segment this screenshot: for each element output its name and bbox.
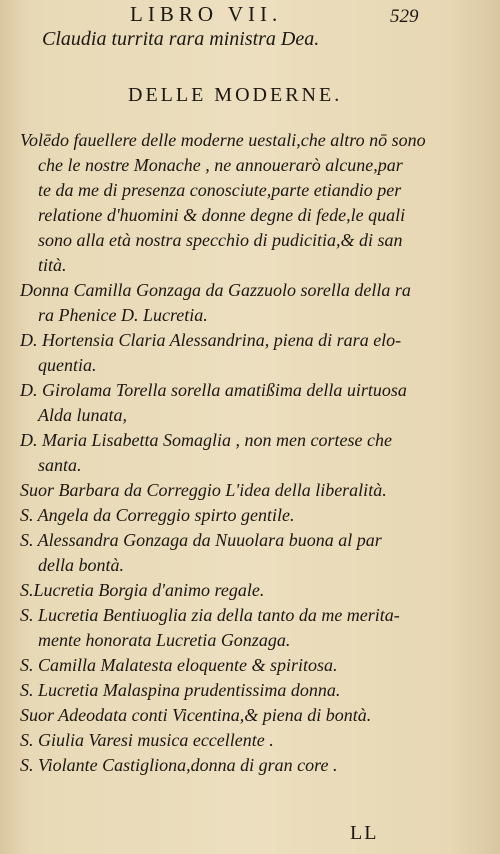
list-item [20,653,460,678]
running-head: LIBRO VII. [130,2,283,26]
entry-line: D. Maria Lisabetta Somaglia , non men cortese che [20,430,392,450]
list-item [20,603,460,653]
list-item [20,578,460,603]
list-item [20,703,460,728]
intro-paragraph [20,128,460,278]
entry-continuation: ra Phenice D. Lucretia. [38,305,208,325]
entry-continuation: della bontà. [38,555,124,575]
entry-line: S. Camilla Malatesta eloquente & spiritosa. [20,655,338,675]
intro-line: te da me di presenza conosciute,parte etiandio per [38,180,402,200]
entry-line: Suor Adeodata conti Vicentina,& piena di bontà. [20,705,372,725]
list-item [20,378,460,428]
entry-line: S. Violante Castigliona,donna di gran core . [20,755,338,775]
catchword: LL [350,822,379,844]
entry-line: S. Giulia Varesi musica eccellente . [20,730,274,750]
list-item [20,503,460,528]
list-item [20,478,460,503]
entry-line: S. Angela da Correggio spirto gentile. [20,505,295,525]
intro-line: che le nostre Monache , ne annouerarò alcune,par [38,155,403,175]
entry-line: D. Girolama Torella sorella amatißima della uirtuosa [20,380,407,400]
entry-continuation: Alda lunata, [38,405,127,425]
entry-continuation: quentia. [38,355,97,375]
intro-line: sono alla età nostra specchio di pudicitia,& di san [38,230,403,250]
entry-line: Donna Camilla Gonzaga da Gazzuolo sorella della ra [20,280,411,300]
section-title: DELLE MODERNE. [128,84,343,106]
entry-continuation: mente honorata Lucretia Gonzaga. [38,630,291,650]
list-item [20,328,460,378]
entry-line: S. Lucretia Malaspina prudentissima donna. [20,680,341,700]
verse-line: Claudia turrita rara ministra Dea. [42,28,320,50]
text-body [20,128,460,778]
entry-line: S. Lucretia Bentiuoglia zia della tanto da me merita- [20,605,400,625]
list-item [20,278,460,328]
entry-line: S.Lucretia Borgia d'animo regale. [20,580,265,600]
page-number: 529 [390,6,419,27]
list-item [20,428,460,478]
entry-line: Suor Barbara da Correggio L'idea della liberalità. [20,480,387,500]
list-item [20,728,460,753]
intro-line: relatione d'huomini & donne degne di fede,le quali [38,205,406,225]
intro-line: Volēdo fauellere delle moderne uestali,che altro nō sono [20,130,426,150]
entry-line: D. Hortensia Claria Alessandrina, piena di rara elo- [20,330,402,350]
list-item [20,753,460,778]
entry-line: S. Alessandra Gonzaga da Nuuolara buona al par [20,530,382,550]
list-item [20,528,460,578]
list-item [20,678,460,703]
entry-continuation: santa. [38,455,82,475]
intro-line: tità. [38,255,67,275]
